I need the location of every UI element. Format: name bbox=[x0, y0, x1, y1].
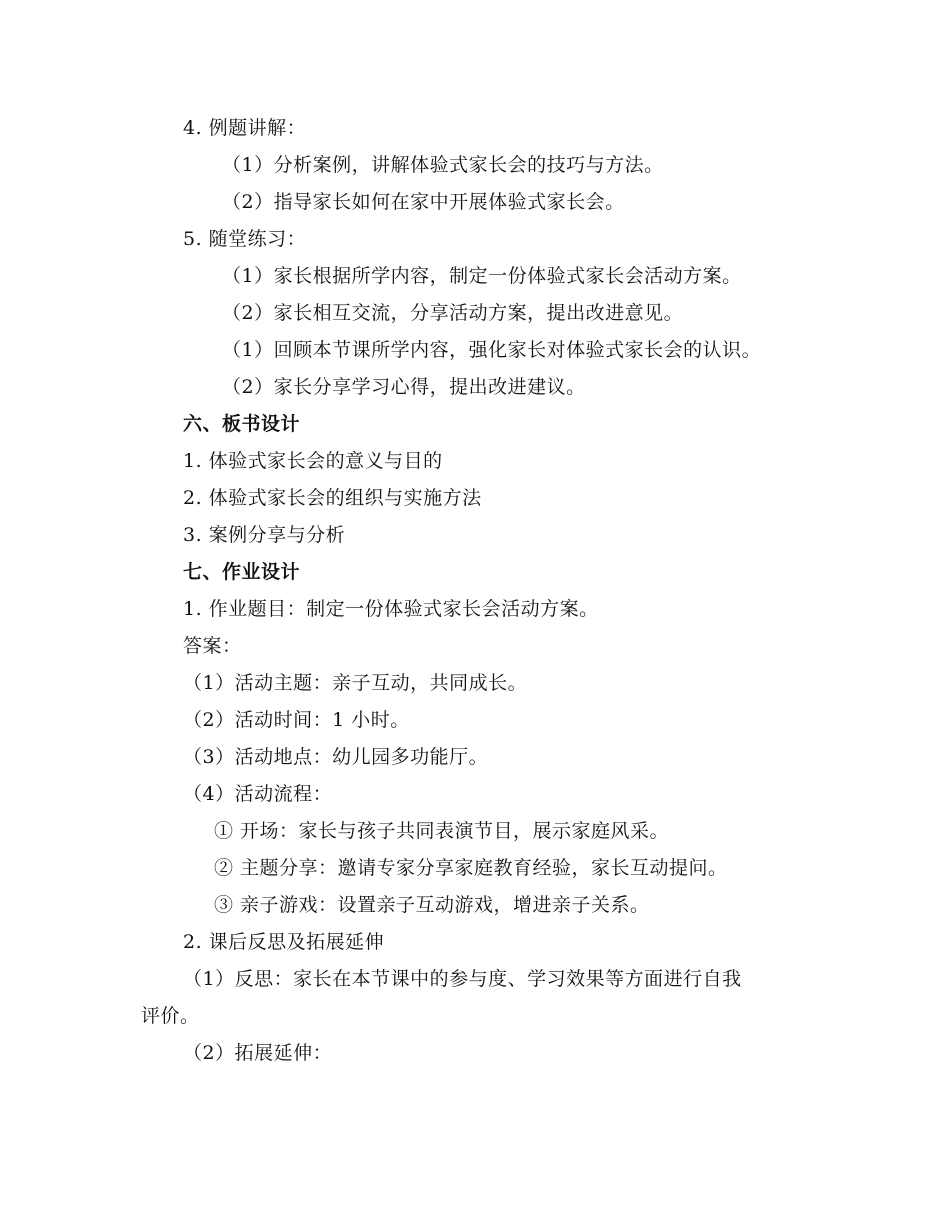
list-item: （2）拓展延伸： bbox=[183, 1042, 333, 1064]
list-item: （1）回顾本节课所学内容，强化家长对体验式家长会的认识。 bbox=[222, 339, 762, 361]
list-item: （1）活动主题：亲子互动，共同成长。 bbox=[183, 672, 528, 694]
paragraph-line: （1）反思：家长在本节课中的参与度、学习效果等方面进行自我 bbox=[183, 968, 742, 990]
reflection-item: 2. 课后反思及拓展延伸 bbox=[183, 931, 385, 953]
practice-item: 5. 随堂练习： bbox=[183, 228, 307, 250]
list-item: （1）家长根据所学内容，制定一份体验式家长会活动方案。 bbox=[222, 265, 742, 287]
list-item: 3. 案例分享与分析 bbox=[183, 524, 346, 546]
list-item: （2）家长相互交流，分享活动方案，提出改进意见。 bbox=[222, 302, 684, 324]
sub-list-item: ③ 亲子游戏：设置亲子互动游戏，增进亲子关系。 bbox=[214, 894, 650, 916]
answer-label: 答案： bbox=[183, 635, 242, 657]
section-heading-homework-design: 七、作业设计 bbox=[183, 561, 301, 583]
sub-list-item: ② 主题分享：邀请专家分享家庭教育经验，家长互动提问。 bbox=[214, 857, 728, 879]
list-item: 2. 体验式家长会的组织与实施方法 bbox=[183, 487, 482, 509]
list-item: （3）活动地点：幼儿园多功能厅。 bbox=[183, 746, 489, 768]
paragraph-line: 评价。 bbox=[141, 1005, 200, 1027]
sub-list-item: ① 开场：家长与孩子共同表演节目，展示家庭风采。 bbox=[214, 820, 670, 842]
list-item: 1. 体验式家长会的意义与目的 bbox=[183, 450, 443, 472]
list-item: （1）分析案例，讲解体验式家长会的技巧与方法。 bbox=[222, 154, 664, 176]
example-explanation-item: 4. 例题讲解： bbox=[183, 117, 307, 139]
list-item: （2）家长分享学习心得，提出改进建议。 bbox=[222, 376, 586, 398]
homework-title: 1. 作业题目：制定一份体验式家长会活动方案。 bbox=[183, 598, 599, 620]
section-heading-board-design: 六、板书设计 bbox=[183, 413, 301, 435]
list-item: （4）活动流程： bbox=[183, 783, 333, 805]
list-item: （2）活动时间：1 小时。 bbox=[183, 709, 410, 731]
list-item: （2）指导家长如何在家中开展体验式家长会。 bbox=[222, 191, 625, 213]
